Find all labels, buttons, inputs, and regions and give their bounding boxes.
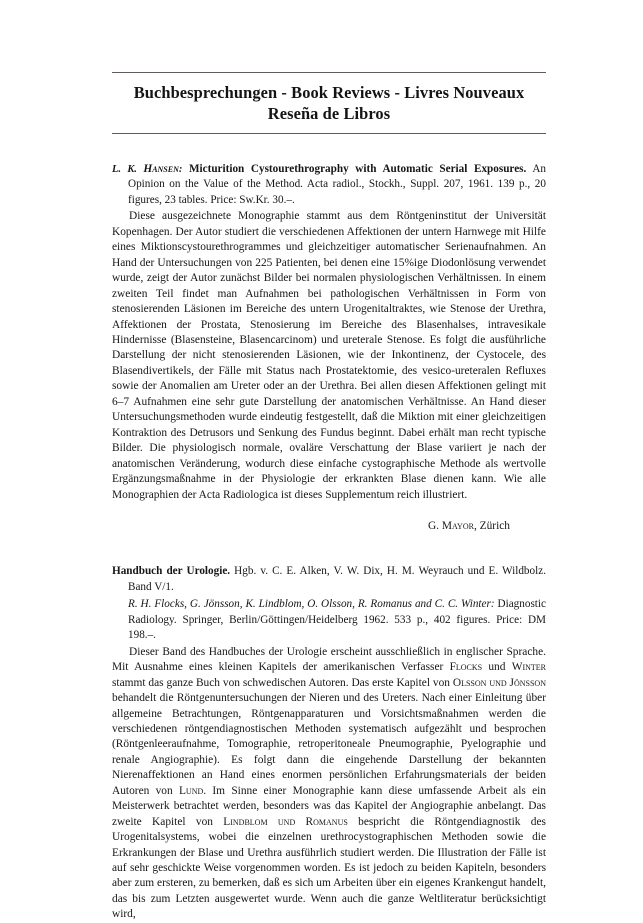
mentioned-author-olsson-jonsson: Olsson und Jönsson [452, 676, 546, 689]
page-content [112, 72, 546, 923]
masthead-bottom-rule [112, 133, 546, 134]
reviewer-place: , Zürich [473, 519, 510, 532]
masthead-line-2: Reseña de Libros [267, 104, 391, 123]
review-body-text: Diese ausgezeichnete Monographie stammt aus dem Röntgeninstitut der Universität Kopenhagen. Der Autor studiert die verschiedenen Affektionen der untern Harnwege mit Hilfe eines Miktionscystourethrogrammes und gleichzeitiger automatischer Serienaufnahmen. An Hand der Untersuchungen von 225 Patienten, bei denen eine 15%ige Diodonlösung verwendet wurde, zeigt der Autor zunächst Bilder bei normalen physiologischen Verhältnissen. In einem zweiten Teil findet man Aufnahmen bei pathologischen Verhältnissen in Form von stenosierenden Läsionen im Bereiche des untern Urogenitaltraktes, wie Stenose der Urethra, Affektionen der Prostata, Stenosierung im Bereiche des Blasenhalses, intravesikale Hindernisse (Blasensteine, Blasencarcinom) und ureterale Stenose. Es folgt die ausführliche Darstellung der nicht stenosierenden Läsionen, wie der Inkontinenz, der Cystocele, des Blasendivertikels, der Fälle mit Status nach Prostatektomie, des vesico-ureteralen Refluxes sowie der Anomalien am Ureter oder an der Urethra. Bei allen diesen Affektionen gelingt mit 6–7 Aufnahmen eine sehr gute Darstellung der anatomischen Verhältnisse. An Hand dieser Untersuchungsmethoden wurde eindeutig festgestellt, daß die Miktion mit einer gleichzeitigen Kontraktion des Detrusors und Senkung des Fundus beginnt. Dabei erhält man recht typische Bilder. Die physiologisch normale, ovaläre Verschattung der Blase variiert je nach der anatomischen Veränderung, wodurch diese einfache cystographische Methode als wertvolle Ergänzungsmaßnahme in der Physiologie der erkrankten Blase dienen kann. Wie alle Monographien der Acta Radiologica ist dieses Supplementum reich illustriert. [112, 210, 546, 501]
review-separator-space [112, 534, 546, 564]
review-entry-handbuch [112, 564, 546, 922]
mentioned-author-lund: Lund [178, 784, 204, 797]
review-book-title: Micturition Cystourethrography with Automatic Serial Exposures. [188, 163, 527, 175]
review-heading-2 [112, 564, 546, 595]
body-segment-4: behandelt die Röntgenuntersuchungen der Nieren und des Ureters. Nach einer Einleitung über allgemeine Betrachtungen, Röntgenapparaturen und Vorsichtsmaßnahmen werden die verschiedenen röntgendiagnostischen Methoden systematisch aufgezählt und besprochen (Röntgenleeraufnahme, Tomographie, retroperitoneale Pneumographie, Pyelographie und renale Angiographie). Es folgt dann die eingehende Darstellung der bekannten Nierenaffektionen an Hand eines enormen persönlichen Erfahrungsmaterials der beiden Autoren von [112, 692, 546, 797]
body-segment-6: bespricht die Röntgendiagnostik des Urogenitalsystems, wobei die einzelnen urethrocystographischen Methoden sowie die Erkrankungen der Blase und Urethra ausführlich studiert werden. Die Illustration der Fälle ist auf sehr geschickte Weise vorgenommen worden. Es ist jedoch zu beiden Kapiteln, besonders aber zum ersteren, zu bemerken, daß es sich um Arbeiten über ein eigenes Krankengut handelt, das bis zum Letzten ausgewertet wurde. Wenn auch die ganze Weltliteratur berücksichtigt wird, [112, 815, 546, 921]
review-author-surname: Hansen [143, 163, 179, 175]
reviewer-initial: G. [427, 519, 442, 532]
page-title [112, 73, 546, 124]
body-segment-3: stammt das ganze Buch von schwedischen Autoren. Das erste Kapitel von [112, 676, 453, 689]
review-book-title-2: Handbuch der Urologie. [112, 565, 231, 578]
review-entry-hansen [112, 162, 546, 534]
review-work-citation: Diagnostic Radiology. Springer, Berlin/Göttingen/Heidelberg 1962. 533 p., 402 figures. Price: DM 198.–. [128, 598, 546, 642]
mentioned-author-winter: Winter [511, 661, 547, 674]
masthead-line-1: Buchbesprechungen - Book Reviews - Livres Nouveaux [133, 83, 525, 102]
reviewer-surname: Mayor [441, 519, 474, 532]
review-author-initials: L. K. [112, 164, 144, 175]
review-body-text-2 [112, 645, 546, 923]
review-heading [112, 162, 546, 208]
masthead-top-rule [112, 72, 546, 73]
review-contributors: R. H. Flocks, G. Jönsson, K. Lindblom, O. Olsson, R. Romanus and C. C. Winter: [128, 598, 495, 611]
review-citation: An Opinion on the Value of the Method. Acta radiol., Stockh., Suppl. 207, 1961. 139 p., 20 figures, 23 tables. Price: Sw.Kr. 30.–. [128, 163, 546, 206]
mentioned-author-flocks: Flocks [449, 661, 483, 674]
review-editors: Hgb. v. C. E. Alken, V. W. Dix, H. M. Weyrauch und E. Wildbolz. Band V/1. [128, 565, 546, 593]
body-segment-1: Dieser Band des Handbuches der Urologie erscheint ausschließlich in englischer Sprache. Mit Ausnahme eines kleinen Kapitels der amerikanischen Verfasser [112, 645, 546, 674]
mentioned-author-lindblom-romanus: Lindblom und Romanus [223, 815, 348, 828]
body-segment-5: . Im Sinne einer Monographie kann diese umfassende Arbeit als ein Meisterwerk betrachtet werden, besonders was das Kapitel der Angiographie anbelangt. Das zweite Kapitel von [112, 784, 546, 828]
review-author [112, 164, 182, 175]
masthead [112, 72, 546, 134]
reviewer-signature [112, 519, 546, 534]
review-contributors-heading [112, 597, 546, 643]
review-author-colon: : [178, 164, 183, 175]
body-segment-2: und [482, 661, 512, 674]
